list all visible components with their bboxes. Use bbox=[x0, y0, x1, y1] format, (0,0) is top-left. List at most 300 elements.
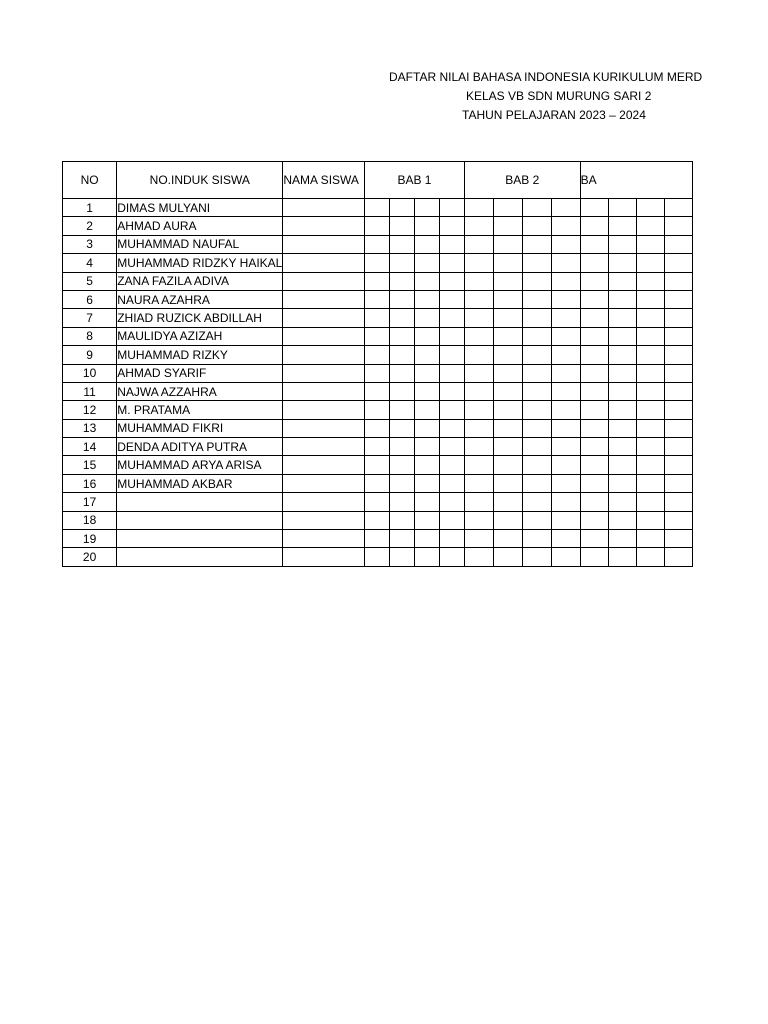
score-cell[interactable] bbox=[493, 456, 522, 474]
score-cell[interactable] bbox=[390, 290, 415, 308]
nama-siswa-cell[interactable] bbox=[283, 511, 365, 529]
score-cell[interactable] bbox=[414, 346, 439, 364]
score-cell[interactable] bbox=[414, 401, 439, 419]
score-cell[interactable] bbox=[636, 493, 664, 511]
score-cell[interactable] bbox=[365, 364, 390, 382]
score-cell[interactable] bbox=[522, 511, 551, 529]
score-cell[interactable] bbox=[608, 548, 636, 566]
table-row bbox=[63, 382, 693, 400]
score-cell[interactable] bbox=[414, 438, 439, 456]
score-cell[interactable] bbox=[664, 327, 692, 345]
score-cell[interactable] bbox=[580, 217, 608, 235]
score-cell[interactable] bbox=[522, 364, 551, 382]
score-cell[interactable] bbox=[493, 254, 522, 272]
school-year-subtitle: TAHUN PELAJARAN 2023 – 2024 bbox=[462, 108, 646, 122]
score-cell[interactable] bbox=[493, 530, 522, 548]
score-cell[interactable] bbox=[439, 548, 464, 566]
score-cell[interactable] bbox=[580, 290, 608, 308]
score-cell[interactable] bbox=[580, 235, 608, 253]
score-cell[interactable] bbox=[551, 530, 580, 548]
score-cell[interactable] bbox=[390, 364, 415, 382]
nama-siswa-cell[interactable] bbox=[283, 401, 365, 419]
score-cell[interactable] bbox=[636, 511, 664, 529]
score-cell[interactable] bbox=[390, 456, 415, 474]
student-name-cell[interactable] bbox=[117, 419, 283, 437]
score-cell[interactable] bbox=[493, 401, 522, 419]
table-row bbox=[63, 438, 693, 456]
score-cell[interactable] bbox=[365, 254, 390, 272]
score-cell[interactable] bbox=[439, 364, 464, 382]
score-cell[interactable] bbox=[664, 199, 692, 217]
score-cell[interactable] bbox=[551, 456, 580, 474]
score-cell[interactable] bbox=[636, 346, 664, 364]
score-cell[interactable] bbox=[414, 511, 439, 529]
score-cell[interactable] bbox=[365, 511, 390, 529]
score-cell[interactable] bbox=[636, 474, 664, 492]
score-cell[interactable] bbox=[636, 254, 664, 272]
score-cell[interactable] bbox=[522, 199, 551, 217]
score-cell[interactable] bbox=[439, 217, 464, 235]
nama-siswa-cell[interactable] bbox=[283, 217, 365, 235]
score-cell[interactable] bbox=[390, 235, 415, 253]
score-cell[interactable] bbox=[464, 199, 493, 217]
score-cell[interactable] bbox=[390, 548, 415, 566]
score-cell[interactable] bbox=[390, 327, 415, 345]
score-cell[interactable] bbox=[522, 548, 551, 566]
score-cell[interactable] bbox=[464, 346, 493, 364]
score-cell[interactable] bbox=[365, 382, 390, 400]
score-cell[interactable] bbox=[580, 254, 608, 272]
score-cell[interactable] bbox=[664, 530, 692, 548]
score-cell[interactable] bbox=[464, 438, 493, 456]
table-row bbox=[63, 217, 693, 235]
score-cell[interactable] bbox=[522, 235, 551, 253]
nama-siswa-cell[interactable] bbox=[283, 493, 365, 511]
score-cell[interactable] bbox=[580, 511, 608, 529]
score-cell[interactable] bbox=[580, 530, 608, 548]
score-cell[interactable] bbox=[414, 235, 439, 253]
score-cell[interactable] bbox=[414, 364, 439, 382]
row-number: 11 bbox=[63, 382, 117, 400]
score-cell[interactable] bbox=[390, 530, 415, 548]
nama-siswa-cell[interactable] bbox=[283, 548, 365, 566]
student-name: MAULIDYA AZIZAH bbox=[117, 329, 223, 344]
score-cell[interactable] bbox=[365, 530, 390, 548]
score-cell[interactable] bbox=[365, 493, 390, 511]
score-cell[interactable] bbox=[664, 401, 692, 419]
student-name-cell[interactable] bbox=[117, 309, 283, 327]
score-cell[interactable] bbox=[636, 235, 664, 253]
score-cell[interactable] bbox=[439, 419, 464, 437]
score-cell[interactable] bbox=[493, 309, 522, 327]
score-cell[interactable] bbox=[365, 217, 390, 235]
score-cell[interactable] bbox=[414, 493, 439, 511]
nama-siswa-cell[interactable] bbox=[283, 382, 365, 400]
score-cell[interactable] bbox=[636, 217, 664, 235]
row-number: 18 bbox=[63, 511, 117, 529]
nama-siswa-cell[interactable] bbox=[283, 364, 365, 382]
score-cell[interactable] bbox=[580, 493, 608, 511]
score-cell[interactable] bbox=[365, 419, 390, 437]
score-cell[interactable] bbox=[439, 401, 464, 419]
score-cell[interactable] bbox=[493, 548, 522, 566]
grade-table bbox=[62, 161, 693, 567]
score-cell[interactable] bbox=[414, 530, 439, 548]
score-cell[interactable] bbox=[390, 382, 415, 400]
row-number: 1 bbox=[63, 199, 117, 217]
score-cell[interactable] bbox=[636, 456, 664, 474]
student-name-cell[interactable] bbox=[117, 493, 283, 511]
score-cell[interactable] bbox=[664, 382, 692, 400]
score-cell[interactable] bbox=[522, 474, 551, 492]
score-cell[interactable] bbox=[464, 309, 493, 327]
score-cell[interactable] bbox=[608, 309, 636, 327]
score-cell[interactable] bbox=[551, 493, 580, 511]
student-name-cell[interactable] bbox=[117, 511, 283, 529]
score-cell[interactable] bbox=[608, 493, 636, 511]
score-cell[interactable] bbox=[493, 419, 522, 437]
score-cell[interactable] bbox=[365, 438, 390, 456]
score-cell[interactable] bbox=[551, 272, 580, 290]
score-cell[interactable] bbox=[636, 290, 664, 308]
score-cell[interactable] bbox=[522, 382, 551, 400]
score-cell[interactable] bbox=[365, 290, 390, 308]
score-cell[interactable] bbox=[493, 272, 522, 290]
nama-siswa-cell[interactable] bbox=[283, 346, 365, 364]
table-header-row bbox=[63, 162, 693, 199]
score-cell[interactable] bbox=[414, 199, 439, 217]
score-cell[interactable] bbox=[390, 438, 415, 456]
score-cell[interactable] bbox=[608, 419, 636, 437]
score-cell[interactable] bbox=[439, 474, 464, 492]
score-cell[interactable] bbox=[493, 290, 522, 308]
table-row bbox=[63, 272, 693, 290]
score-cell[interactable] bbox=[608, 254, 636, 272]
score-cell[interactable] bbox=[551, 254, 580, 272]
score-cell[interactable] bbox=[414, 290, 439, 308]
score-cell[interactable] bbox=[608, 217, 636, 235]
score-cell[interactable] bbox=[439, 493, 464, 511]
score-cell[interactable] bbox=[390, 511, 415, 529]
score-cell[interactable] bbox=[636, 199, 664, 217]
score-cell[interactable] bbox=[551, 419, 580, 437]
score-cell[interactable] bbox=[580, 401, 608, 419]
nama-siswa-cell[interactable] bbox=[283, 290, 365, 308]
student-name-cell[interactable] bbox=[117, 346, 283, 364]
score-cell[interactable] bbox=[608, 474, 636, 492]
score-cell[interactable] bbox=[664, 493, 692, 511]
score-cell[interactable] bbox=[608, 199, 636, 217]
nama-siswa-cell[interactable] bbox=[283, 530, 365, 548]
score-cell[interactable] bbox=[464, 327, 493, 345]
score-cell[interactable] bbox=[580, 456, 608, 474]
score-cell[interactable] bbox=[664, 254, 692, 272]
score-cell[interactable] bbox=[664, 346, 692, 364]
score-cell[interactable] bbox=[493, 493, 522, 511]
score-cell[interactable] bbox=[439, 438, 464, 456]
score-cell[interactable] bbox=[365, 346, 390, 364]
score-cell[interactable] bbox=[636, 364, 664, 382]
score-cell[interactable] bbox=[522, 419, 551, 437]
score-cell[interactable] bbox=[664, 548, 692, 566]
student-name-cell[interactable] bbox=[117, 327, 283, 345]
score-cell[interactable] bbox=[390, 309, 415, 327]
score-cell[interactable] bbox=[551, 217, 580, 235]
nama-siswa-cell[interactable] bbox=[283, 474, 365, 492]
score-cell[interactable] bbox=[522, 272, 551, 290]
score-cell[interactable] bbox=[464, 493, 493, 511]
score-cell[interactable] bbox=[522, 309, 551, 327]
score-cell[interactable] bbox=[551, 199, 580, 217]
score-cell[interactable] bbox=[636, 327, 664, 345]
score-cell[interactable] bbox=[464, 382, 493, 400]
score-cell[interactable] bbox=[439, 456, 464, 474]
score-cell[interactable] bbox=[464, 364, 493, 382]
score-cell[interactable] bbox=[664, 438, 692, 456]
score-cell[interactable] bbox=[580, 272, 608, 290]
score-cell[interactable] bbox=[493, 474, 522, 492]
score-cell[interactable] bbox=[608, 438, 636, 456]
score-cell[interactable] bbox=[464, 254, 493, 272]
score-cell[interactable] bbox=[608, 530, 636, 548]
score-cell[interactable] bbox=[464, 419, 493, 437]
score-cell[interactable] bbox=[664, 419, 692, 437]
score-cell[interactable] bbox=[365, 272, 390, 290]
score-cell[interactable] bbox=[636, 382, 664, 400]
score-cell[interactable] bbox=[493, 438, 522, 456]
score-cell[interactable] bbox=[365, 474, 390, 492]
score-cell[interactable] bbox=[464, 272, 493, 290]
score-cell[interactable] bbox=[439, 199, 464, 217]
score-cell[interactable] bbox=[636, 419, 664, 437]
student-name-cell[interactable] bbox=[117, 548, 283, 566]
student-name-cell[interactable] bbox=[117, 438, 283, 456]
nama-siswa-cell[interactable] bbox=[283, 327, 365, 345]
score-cell[interactable] bbox=[365, 456, 390, 474]
score-cell[interactable] bbox=[551, 346, 580, 364]
score-cell[interactable] bbox=[580, 548, 608, 566]
student-name-cell[interactable] bbox=[117, 401, 283, 419]
score-cell[interactable] bbox=[551, 235, 580, 253]
table-row bbox=[63, 493, 693, 511]
score-cell[interactable] bbox=[439, 272, 464, 290]
nama-siswa-cell[interactable] bbox=[283, 235, 365, 253]
score-cell[interactable] bbox=[439, 382, 464, 400]
score-cell[interactable] bbox=[439, 290, 464, 308]
row-number: 17 bbox=[63, 493, 117, 511]
score-cell[interactable] bbox=[493, 217, 522, 235]
score-cell[interactable] bbox=[608, 272, 636, 290]
score-cell[interactable] bbox=[551, 438, 580, 456]
score-cell[interactable] bbox=[664, 364, 692, 382]
score-cell[interactable] bbox=[551, 382, 580, 400]
score-cell[interactable] bbox=[664, 217, 692, 235]
student-name-cell[interactable] bbox=[117, 456, 283, 474]
score-cell[interactable] bbox=[608, 235, 636, 253]
student-name: AHMAD AURA bbox=[117, 219, 197, 234]
score-cell[interactable] bbox=[551, 290, 580, 308]
score-cell[interactable] bbox=[493, 235, 522, 253]
score-cell[interactable] bbox=[414, 419, 439, 437]
student-name-cell[interactable] bbox=[117, 199, 283, 217]
score-cell[interactable] bbox=[439, 254, 464, 272]
score-cell[interactable] bbox=[414, 456, 439, 474]
score-cell[interactable] bbox=[636, 438, 664, 456]
score-cell[interactable] bbox=[365, 309, 390, 327]
score-cell[interactable] bbox=[464, 290, 493, 308]
score-cell[interactable] bbox=[464, 548, 493, 566]
score-cell[interactable] bbox=[464, 217, 493, 235]
score-cell[interactable] bbox=[580, 346, 608, 364]
score-cell[interactable] bbox=[464, 530, 493, 548]
score-cell[interactable] bbox=[551, 327, 580, 345]
score-cell[interactable] bbox=[390, 474, 415, 492]
score-cell[interactable] bbox=[493, 346, 522, 364]
score-cell[interactable] bbox=[522, 217, 551, 235]
score-cell[interactable] bbox=[390, 254, 415, 272]
score-cell[interactable] bbox=[414, 254, 439, 272]
score-cell[interactable] bbox=[365, 548, 390, 566]
score-cell[interactable] bbox=[551, 309, 580, 327]
score-cell[interactable] bbox=[522, 493, 551, 511]
score-cell[interactable] bbox=[414, 272, 439, 290]
score-cell[interactable] bbox=[580, 438, 608, 456]
score-cell[interactable] bbox=[390, 272, 415, 290]
student-name-cell[interactable] bbox=[117, 364, 283, 382]
nama-siswa-cell[interactable] bbox=[283, 199, 365, 217]
score-cell[interactable] bbox=[522, 346, 551, 364]
score-cell[interactable] bbox=[664, 456, 692, 474]
score-cell[interactable] bbox=[414, 548, 439, 566]
score-cell[interactable] bbox=[580, 309, 608, 327]
col-header-bab2: BAB 2 bbox=[464, 162, 580, 199]
score-cell[interactable] bbox=[608, 456, 636, 474]
score-cell[interactable] bbox=[493, 382, 522, 400]
score-cell[interactable] bbox=[464, 235, 493, 253]
score-cell[interactable] bbox=[551, 511, 580, 529]
score-cell[interactable] bbox=[439, 327, 464, 345]
score-cell[interactable] bbox=[439, 346, 464, 364]
score-cell[interactable] bbox=[551, 364, 580, 382]
score-cell[interactable] bbox=[414, 474, 439, 492]
score-cell[interactable] bbox=[636, 530, 664, 548]
score-cell[interactable] bbox=[636, 548, 664, 566]
student-name: MUHAMMAD AKBAR bbox=[117, 476, 233, 491]
student-name-cell[interactable] bbox=[117, 382, 283, 400]
student-name: NAURA AZAHRA bbox=[117, 292, 210, 307]
score-cell[interactable] bbox=[493, 511, 522, 529]
score-cell[interactable] bbox=[608, 346, 636, 364]
row-number: 12 bbox=[63, 401, 117, 419]
score-cell[interactable] bbox=[664, 235, 692, 253]
nama-siswa-cell[interactable] bbox=[283, 272, 365, 290]
score-cell[interactable] bbox=[390, 199, 415, 217]
nama-siswa-cell[interactable] bbox=[283, 456, 365, 474]
score-cell[interactable] bbox=[414, 327, 439, 345]
score-cell[interactable] bbox=[636, 272, 664, 290]
score-cell[interactable] bbox=[390, 217, 415, 235]
score-cell[interactable] bbox=[414, 309, 439, 327]
score-cell[interactable] bbox=[365, 327, 390, 345]
score-cell[interactable] bbox=[464, 401, 493, 419]
student-name-cell[interactable] bbox=[117, 217, 283, 235]
score-cell[interactable] bbox=[551, 474, 580, 492]
score-cell[interactable] bbox=[580, 419, 608, 437]
nama-siswa-cell[interactable] bbox=[283, 254, 365, 272]
score-cell[interactable] bbox=[664, 272, 692, 290]
score-cell[interactable] bbox=[608, 290, 636, 308]
score-cell[interactable] bbox=[580, 327, 608, 345]
score-cell[interactable] bbox=[608, 327, 636, 345]
score-cell[interactable] bbox=[636, 309, 664, 327]
score-cell[interactable] bbox=[522, 456, 551, 474]
nama-siswa-cell[interactable] bbox=[283, 438, 365, 456]
score-cell[interactable] bbox=[608, 401, 636, 419]
nama-siswa-cell[interactable] bbox=[283, 309, 365, 327]
score-cell[interactable] bbox=[608, 511, 636, 529]
score-cell[interactable] bbox=[439, 235, 464, 253]
score-cell[interactable] bbox=[580, 474, 608, 492]
score-cell[interactable] bbox=[522, 290, 551, 308]
student-name-cell[interactable] bbox=[117, 474, 283, 492]
score-cell[interactable] bbox=[493, 327, 522, 345]
score-cell[interactable] bbox=[464, 511, 493, 529]
score-cell[interactable] bbox=[439, 530, 464, 548]
score-cell[interactable] bbox=[365, 401, 390, 419]
student-name-cell[interactable] bbox=[117, 272, 283, 290]
score-cell[interactable] bbox=[493, 199, 522, 217]
score-cell[interactable] bbox=[551, 401, 580, 419]
score-cell[interactable] bbox=[580, 199, 608, 217]
score-cell[interactable] bbox=[664, 290, 692, 308]
score-cell[interactable] bbox=[464, 456, 493, 474]
nama-siswa-cell[interactable] bbox=[283, 419, 365, 437]
col-header-bab1: BAB 1 bbox=[365, 162, 465, 199]
score-cell[interactable] bbox=[522, 530, 551, 548]
score-cell[interactable] bbox=[580, 364, 608, 382]
score-cell[interactable] bbox=[522, 254, 551, 272]
student-name-cell[interactable] bbox=[117, 254, 283, 272]
score-cell[interactable] bbox=[493, 364, 522, 382]
score-cell[interactable] bbox=[414, 382, 439, 400]
score-cell[interactable] bbox=[551, 548, 580, 566]
score-cell[interactable] bbox=[664, 511, 692, 529]
score-cell[interactable] bbox=[365, 199, 390, 217]
score-cell[interactable] bbox=[522, 327, 551, 345]
score-cell[interactable] bbox=[439, 511, 464, 529]
student-name: M. PRATAMA bbox=[117, 402, 191, 417]
score-cell[interactable] bbox=[390, 346, 415, 364]
score-cell[interactable] bbox=[608, 382, 636, 400]
score-cell[interactable] bbox=[664, 474, 692, 492]
score-cell[interactable] bbox=[636, 401, 664, 419]
score-cell[interactable] bbox=[390, 419, 415, 437]
score-cell[interactable] bbox=[365, 235, 390, 253]
score-cell[interactable] bbox=[439, 309, 464, 327]
score-cell[interactable] bbox=[522, 401, 551, 419]
score-cell[interactable] bbox=[414, 217, 439, 235]
score-cell[interactable] bbox=[390, 401, 415, 419]
score-cell[interactable] bbox=[390, 493, 415, 511]
student-name-cell[interactable] bbox=[117, 290, 283, 308]
score-cell[interactable] bbox=[664, 309, 692, 327]
score-cell[interactable] bbox=[608, 364, 636, 382]
student-name-cell[interactable] bbox=[117, 235, 283, 253]
score-cell[interactable] bbox=[522, 438, 551, 456]
score-cell[interactable] bbox=[580, 382, 608, 400]
student-name-cell[interactable] bbox=[117, 530, 283, 548]
score-cell[interactable] bbox=[464, 474, 493, 492]
